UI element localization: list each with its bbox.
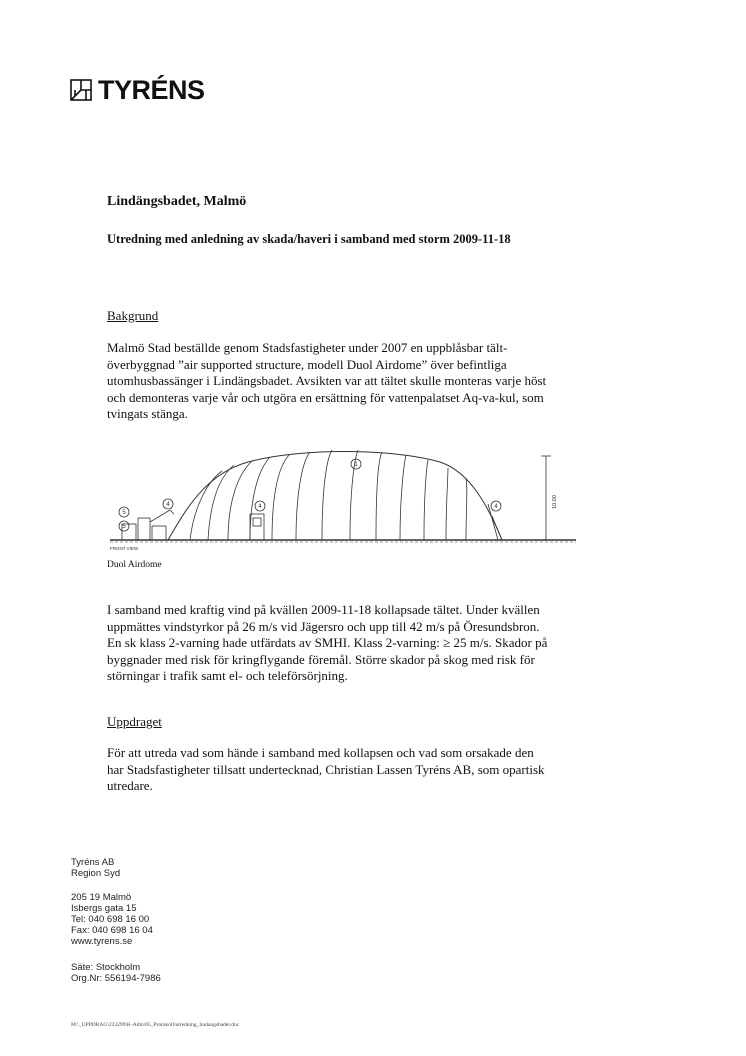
footer-company [71,857,120,879]
section-heading-uppdraget: Uppdraget [107,714,162,729]
text-line: överbyggnad ”air supported structure, modell Duol Airdome” över befintliga [107,356,507,372]
footer-registration [71,962,161,984]
footer-website[interactable]: www.tyrens.se [71,936,133,947]
callout-label: 4 [166,502,170,508]
airdome-drawing [110,446,576,556]
footer-line: 205 19 Malmö [71,892,132,903]
footer-line: Tyréns AB [71,857,115,868]
tyrens-logo-icon [70,79,92,101]
front-view-label: FRONT VIEW [110,546,139,551]
footer-line: Isbergs gata 15 [71,903,137,914]
footer-line: Fax: 040 698 16 04 [71,925,153,936]
paragraph-storm [107,602,597,685]
text-line: utomhusbassänger i Lindängsbadet. Avsikten var att tältet skulle monteras varje höst [107,373,547,388]
dimension-label: 10.00 [552,495,558,509]
section-heading-bakgrund: Bakgrund [107,308,159,323]
logo-wordmark: TYRÉNS [98,75,205,105]
text-line: uppmättes vindstyrkor på 26 m/s vid Jägersro och upp till 42 m/s på Öresundsbron. [107,618,540,634]
document-subtitle: Utredning med anledning av skada/haveri i samband med storm 2009-11-18 [107,232,511,246]
text-line: störningar i trafik samt el- och teleförsörjning. [107,668,348,683]
footer-line: Org.Nr: 556194-7986 [71,973,161,984]
text-line: utredare. [107,778,153,793]
footer-line: Region Syd [71,868,121,879]
paragraph-bakgrund [107,340,597,423]
text-line: Malmö Stad beställde genom Stadsfastigheter under 2007 en uppblåsbar tält- [107,340,508,355]
text-line: I samband med kraftig vind på kvällen 2009-11-18 kollapsade tältet. Under kvällen [107,602,540,617]
callout-label: 4 [494,504,498,510]
callout-label: 5 [122,524,126,530]
text-line: En sk klass 2-varning hade utfärdats av SMHI. Klass 2-varning: ≥ 25 m/s. Skador på [107,635,548,650]
callout-label: 4 [258,504,262,510]
company-logo [70,76,205,104]
footer-line: Tel: 040 698 16 00 [71,914,150,925]
callout-label: 1 [354,462,358,468]
file-path: M:\_UPPDRAG\223299\K-Adm\05_Protokoll\utredning_lindangsbadet.doc [71,1022,240,1028]
text-line: och demonteras varje vår och utgöra en ersättning för vattenpalatset Aq-va-kul, som [107,389,544,405]
footer-address [71,892,153,947]
text-line: tvingats stänga. [107,406,188,421]
callout-label: 5 [122,510,126,516]
text-line: För att utreda vad som hände i samband med kollapsen och vad som orsakade den [107,745,534,760]
text-line: har Stadsfastigheter tillsatt undertecknad, Christian Lassen Tyréns AB, som opartisk [107,761,545,777]
figure-caption: Duol Airdome [107,560,162,570]
text-line: byggnader med risk för kringflygande föremål. Större skador på skog med risk för [107,651,535,667]
footer-line: Säte: Stockholm [71,962,141,973]
paragraph-uppdraget [107,745,597,795]
document-title: Lindängsbadet, Malmö [107,194,247,209]
